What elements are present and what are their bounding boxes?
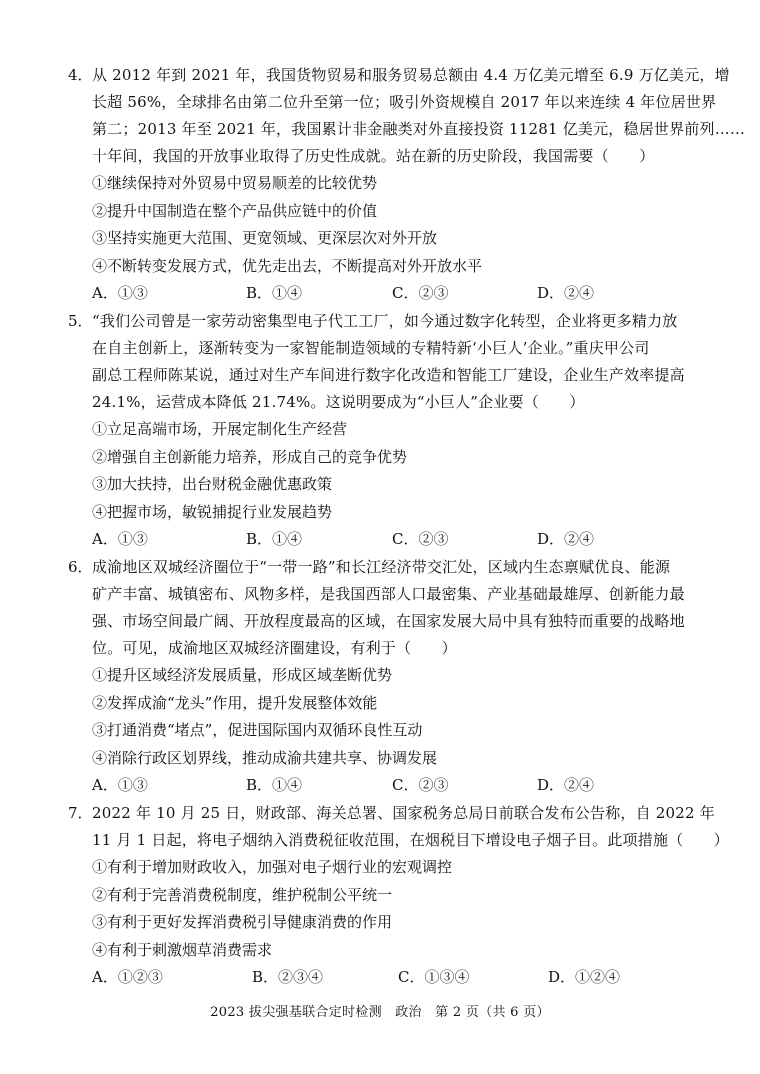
- statement-4: ④有利于刺激烟草消费需求: [92, 940, 273, 959]
- choice-c: C．②③: [392, 776, 449, 794]
- choice-c: C．②③: [392, 284, 449, 302]
- question-number: 5．: [68, 312, 93, 330]
- question-stem: [92, 62, 746, 170]
- choice-d: D．②④: [537, 284, 595, 302]
- statement-2: ②增强自主创新能力培养，形成自己的竞争优势: [92, 447, 408, 466]
- statement-1: ①继续保持对外贸易中贸易顺差的比较优势: [92, 174, 378, 192]
- choice-c: C．②③: [392, 530, 449, 548]
- choice-d: D．②④: [537, 530, 595, 548]
- stem-line: 第二；2013 年至 2021 年，我国累计非金融类对外直接投资 11281 亿美元，稳居世界前列……: [92, 120, 746, 138]
- question-7: [68, 800, 729, 991]
- statement-3: ③加大扶持，出台财税金融优惠政策: [92, 475, 333, 493]
- stem-line: 2022 年 10 月 25 日，财政部、海关总署、国家税务总局日前联合发布公告称，自 2022 年: [92, 804, 715, 822]
- statement-3: ③打通消费“堵点”，促进国际国内双循环良性互动: [92, 721, 423, 739]
- question-stem: [92, 308, 704, 416]
- choice-b: B．①④: [246, 530, 303, 548]
- statement-2: ②发挥成渝“龙头”作用，提升发展整体效能: [92, 693, 378, 712]
- stem-line: 在自主创新上，逐渐转变为一家智能制造领域的专精特新‘小巨人’企业。”重庆甲公司: [92, 339, 650, 357]
- choice-d: D．②④: [537, 776, 595, 794]
- stem-line: 长超 56%，全球排名由第二位升至第一位；吸引外资规模自 2017 年以来连续 4 年位居世界: [92, 93, 717, 111]
- stem-line: 强、市场空间最广阔、开放程度最高的区域，在国家发展大局中具有独特而重要的战略地: [92, 612, 685, 630]
- choice-a: A．①②③: [92, 968, 163, 986]
- statement-3: ③坚持实施更大范围、更宽领域、更深层次对外开放: [92, 229, 438, 247]
- choice-a: A．①③: [92, 530, 148, 548]
- choice-b: B．②③④: [252, 968, 324, 986]
- answer-choices: [92, 526, 704, 553]
- statement-4: ④把握市场，敏锐捕捉行业发展趋势: [92, 502, 333, 521]
- stem-line: 十年间，我国的开放事业取得了历史性成就。站在新的历史阶段，我国需要（ ）: [92, 147, 655, 165]
- question-4: [68, 62, 746, 307]
- choice-a: A．①③: [92, 776, 148, 794]
- question-number: 4．: [68, 66, 93, 84]
- choice-b: B．①④: [246, 776, 303, 794]
- stem-line: “我们公司曾是一家劳动密集型电子代工工厂，如今通过数字化转型，企业将更多精力放: [92, 312, 678, 330]
- statement-4: ④消除行政区划界线，推动成渝共建共享、协调发展: [92, 748, 438, 767]
- answer-choices: [92, 964, 704, 991]
- stem-line: 11 月 1 日起，将电子烟纳入消费税征收范围，在烟税目下增设电子烟子目。此项措施（ ）: [92, 831, 729, 849]
- question-6: [68, 554, 704, 799]
- choice-c: C．①③④: [398, 968, 470, 986]
- question-number: 7．: [68, 804, 93, 822]
- stem-line: 成渝地区双城经济圈位于“一带一路”和长江经济带交汇处，区域内生态禀赋优良、能源: [92, 558, 671, 576]
- statement-1: ①立足高端市场，开展定制化生产经营: [92, 420, 348, 438]
- choice-d: D．①②④: [548, 968, 621, 986]
- question-5: [68, 308, 704, 553]
- choice-b: B．①④: [246, 284, 303, 302]
- stem-line: 矿产丰富、城镇密布、风物多样，是我国西部人口最密集、产业基础最雄厚、创新能力最: [92, 585, 685, 603]
- question-number: 6．: [68, 558, 93, 576]
- stem-line: 从 2012 年到 2021 年，我国货物贸易和服务贸易总额由 4.4 万亿美元增至 6.9 万亿美元，增: [92, 66, 730, 84]
- statement-4: ④不断转变发展方式，优先走出去，不断提高对外开放水平: [92, 256, 483, 275]
- statement-2: ②有利于完善消费税制度，维护税制公平统一: [92, 885, 393, 904]
- question-stem: [92, 800, 729, 854]
- statement-1: ①提升区域经济发展质量，形成区域垄断优势: [92, 666, 393, 684]
- stem-line: 副总工程师陈某说，通过对生产车间进行数字化改造和智能工厂建设，企业生产效率提高: [92, 366, 685, 384]
- stem-line: 24.1%，运营成本降低 21.74%。这说明要成为“小巨人”企业要（ ）: [92, 393, 585, 411]
- statement-1: ①有利于增加财政收入，加强对电子烟行业的宏观调控: [92, 858, 453, 876]
- statement-3: ③有利于更好发挥消费税引导健康消费的作用: [92, 913, 393, 931]
- choice-a: A．①③: [92, 284, 148, 302]
- stem-line: 位。可见，成渝地区双城经济圈建设，有利于（ ）: [92, 639, 457, 657]
- question-stem: [92, 554, 704, 662]
- page-footer: 2023 拔尖强基联合定时检测 政治 第 2 页（共 6 页）: [210, 1005, 550, 1020]
- answer-choices: [92, 772, 704, 799]
- answer-choices: [92, 280, 704, 307]
- statement-2: ②提升中国制造在整个产品供应链中的价值: [92, 201, 378, 220]
